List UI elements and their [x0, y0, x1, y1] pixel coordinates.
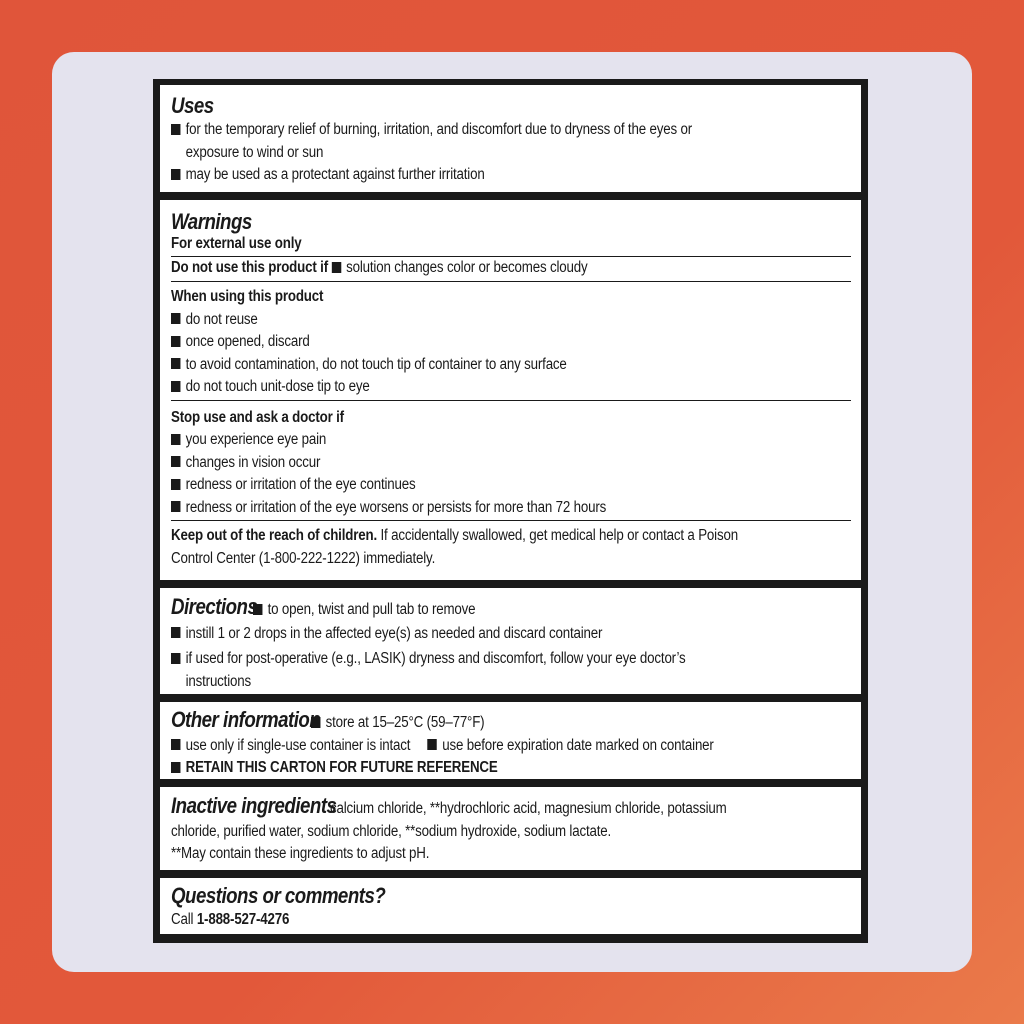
warnings-section [160, 200, 861, 580]
other-information-item: use only if single-use container is intact [171, 737, 410, 754]
questions-section [160, 878, 861, 934]
when-using-item: to avoid contamination, do not touch tip of container to any surface [171, 354, 756, 377]
other-information-item: store at 15–25°C (59–77°F) [311, 712, 484, 735]
questions-heading: Questions or comments? [171, 883, 386, 908]
stop-use-label: Stop use and ask a doctor if [171, 408, 344, 426]
when-using-label: When using this product [171, 288, 324, 305]
uses-item: for the temporary relief of burning, irritation, and discomfort due to dryness of the eyes or [171, 119, 756, 142]
uses-section [160, 85, 861, 192]
when-using-item: do not reuse [171, 309, 756, 332]
inactive-ingredients-text: calcium chloride, **hydrochloric acid, magnesium chloride, potassium [329, 800, 727, 817]
directions-section [160, 588, 861, 694]
directions-item: to open, twist and pull tab to remove [253, 599, 475, 622]
keep-out-block [171, 521, 851, 570]
stop-use-block [171, 401, 851, 522]
uses-item: may be used as a protectant against further irritation [171, 164, 756, 187]
other-information-section [160, 702, 861, 779]
call-label: Call [171, 911, 194, 928]
stop-use-item: changes in vision occur [171, 452, 756, 475]
stop-use-item: you experience eye pain [171, 429, 756, 452]
do-not-use-label: Do not use this product if [171, 259, 328, 276]
uses-heading: Uses [171, 93, 214, 118]
external-use-label: For external use only [171, 235, 302, 252]
inactive-ingredients-section [160, 787, 861, 870]
do-not-use-item: solution changes color or becomes cloudy [331, 259, 587, 276]
do-not-use-row [171, 257, 851, 282]
keep-out-text-continued: Control Center (1-800-222-1222) immediately. [171, 549, 436, 567]
other-information-heading: Other information [171, 707, 321, 732]
phone-number: 1-888-527-4276 [196, 911, 290, 928]
retain-carton-notice: RETAIN THIS CARTON FOR FUTURE REFERENCE [171, 757, 756, 780]
uses-item-continued: exposure to wind or sun [185, 143, 324, 161]
directions-item: if used for post-operative (e.g., LASIK) dryness and discomfort, follow your eye doctor’s [171, 648, 756, 671]
keep-out-text: If accidentally swallowed, get medical help or contact a Poison [380, 527, 738, 544]
other-information-item: use before expiration date marked on container [428, 737, 714, 754]
external-use-row [171, 233, 851, 257]
inactive-ingredients-text-continued: chloride, purified water, sodium chloride, **sodium hydroxide, sodium lactate. [171, 822, 612, 840]
drug-facts-panel [153, 79, 868, 943]
directions-heading: Directions [171, 594, 258, 619]
stop-use-item: redness or irritation of the eye worsens or persists for more than 72 hours [171, 497, 756, 520]
when-using-block [171, 282, 851, 401]
keep-out-label: Keep out of the reach of children. [171, 527, 377, 544]
when-using-item: do not touch unit-dose tip to eye [171, 376, 756, 399]
inactive-ingredients-footnote: **May contain these ingredients to adjust pH. [171, 845, 430, 862]
when-using-item: once opened, discard [171, 331, 756, 354]
stop-use-item: redness or irritation of the eye continues [171, 474, 756, 497]
warnings-heading: Warnings [171, 209, 252, 234]
directions-item-continued: instructions [185, 672, 251, 690]
inactive-ingredients-heading: Inactive ingredients [171, 793, 337, 818]
directions-item: instill 1 or 2 drops in the affected eye(s) as needed and discard container [171, 623, 756, 646]
